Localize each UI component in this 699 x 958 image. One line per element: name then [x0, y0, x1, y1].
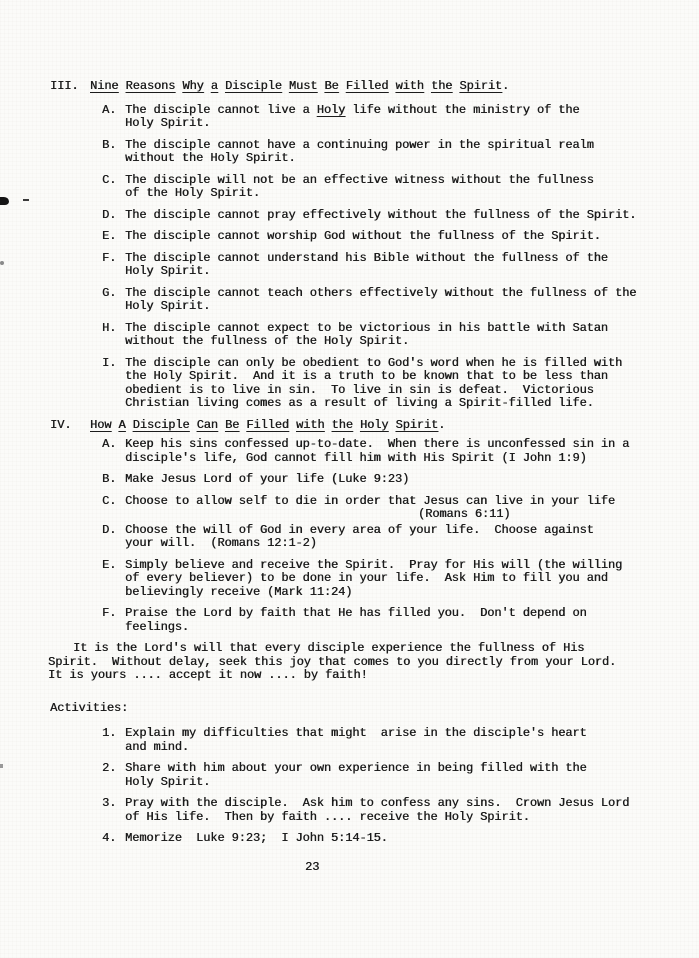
item-text: [125, 559, 699, 600]
section-nine-reasons: [50, 80, 699, 411]
item-text: [125, 495, 699, 522]
item-label: C.: [102, 172, 117, 187]
list-item: [102, 438, 699, 465]
list-item: [102, 832, 699, 846]
item-label: 1.: [102, 726, 117, 740]
text-line: Share with him about your own experience in being filled with the: [125, 761, 587, 775]
list-item: [102, 287, 699, 314]
item-label: I.: [102, 355, 117, 370]
text-line: of every believer) to be done in your life. Ask Him to fill you and: [125, 571, 608, 585]
text-line: (Romans 6:11): [418, 507, 511, 521]
text-line: The disciple cannot worship God without the fullness of the Spirit.: [125, 229, 601, 243]
text-line: Holy Spirit.: [125, 299, 211, 313]
list-item: [102, 209, 699, 223]
text-line: and mind.: [125, 739, 189, 754]
text-line: Praise the Lord by faith that He has filled you. Don't depend on: [125, 606, 587, 620]
text-line: Simply believe and receive the Spirit. Pray for His will (the willing: [125, 557, 623, 572]
list-item: [102, 473, 699, 487]
list-item: [102, 139, 699, 166]
text-line: obedient is to live in sin. To live in sin is defeat. Victorious: [125, 382, 594, 397]
text-line: It is the Lord's will that every disciple experience the fullness of His: [73, 641, 585, 655]
item-text: [125, 252, 699, 279]
text-line: The disciple cannot live a Holy life without the ministry of the: [125, 102, 580, 117]
activities-heading: Activities:: [50, 700, 129, 715]
list-item: [102, 174, 699, 201]
list-item: [102, 524, 699, 551]
section-heading: [50, 419, 699, 433]
item-label: B.: [102, 472, 117, 486]
text-line: of His life. Then by faith .... receive the Holy Spirit.: [125, 809, 530, 824]
text-line: Keep his sins confessed up-to-date. When there is unconfessed sin in a: [125, 437, 630, 451]
item-text: [125, 473, 699, 487]
item-label: F.: [102, 606, 117, 620]
text-line: Holy Spirit.: [125, 774, 211, 789]
item-label: 2.: [102, 761, 117, 775]
text-line: Spirit. Without delay, seek this joy that comes to you directly from your Lord.: [48, 654, 617, 669]
item-label: G.: [102, 285, 117, 300]
section-numeral: III.: [50, 79, 79, 93]
item-text: [125, 832, 699, 846]
item-label: A.: [102, 102, 117, 117]
item-label: H.: [102, 320, 117, 335]
section-heading: [50, 80, 699, 94]
item-text: [125, 104, 699, 131]
item-text: [125, 209, 699, 223]
text-line: The disciple cannot pray effectively without the fullness of the Spirit.: [125, 207, 637, 222]
item-label: 4.: [102, 831, 117, 845]
section-items: [50, 104, 699, 411]
list-item: [102, 230, 699, 244]
item-text: [125, 322, 699, 349]
text-line: Make Jesus Lord of your life (Luke 9:23): [125, 472, 410, 486]
list-item: [102, 607, 699, 634]
list-item: [102, 797, 699, 824]
page-number: 23: [305, 859, 320, 874]
text-line: Choose the will of God in every area of your life. Choose against: [125, 522, 594, 537]
text-line: Pray with the disciple. Ask him to confess any sins. Crown Jesus Lord: [125, 796, 630, 810]
item-label: E.: [102, 557, 117, 572]
item-text: [125, 727, 699, 754]
text-line: without the fullness of the Holy Spirit.: [125, 334, 410, 348]
text-line: Holy Spirit.: [125, 264, 211, 278]
item-text: [125, 797, 699, 824]
item-text: [125, 607, 699, 634]
text-line: The disciple can only be obedient to God's word when he is filled with: [125, 355, 623, 370]
section-items: [50, 438, 699, 634]
list-item: [102, 322, 699, 349]
list-item: [102, 252, 699, 279]
item-text: [125, 438, 699, 465]
text-line: The disciple cannot have a continuing power in the spiritual realm: [125, 137, 594, 152]
text-line: without the Holy Spirit.: [125, 151, 296, 165]
list-item: [102, 762, 699, 789]
item-label: C.: [102, 493, 117, 508]
scan-artifact: [0, 764, 3, 768]
text-line: believingly receive (Mark 11:24): [125, 584, 353, 599]
section-title: Nine Reasons Why a Disciple Must Be Filled with the Spirit.: [90, 79, 510, 93]
item-label: F.: [102, 250, 117, 265]
text-line: It is yours .... accept it now .... by faith!: [48, 668, 368, 682]
text-line: The disciple cannot teach others effectively without the fullness of the: [125, 285, 637, 300]
activities-items: [50, 727, 699, 846]
text-line: Memorize Luke 9:23; I John 5:14-15.: [125, 831, 388, 845]
section-title: How A Disciple Can Be Filled with the Holy Spirit.: [90, 417, 446, 432]
item-label: 3.: [102, 796, 117, 810]
scan-artifact: [0, 261, 4, 265]
text-line: Choose to allow self to die in order that Jesus can live in your life: [125, 493, 615, 508]
item-text: [125, 139, 699, 166]
section-numeral: IV.: [50, 417, 72, 432]
item-label: A.: [102, 437, 117, 451]
closing-paragraph: [48, 642, 699, 683]
section-how-filled: [50, 419, 699, 635]
item-text: [125, 524, 699, 551]
list-item: [102, 495, 699, 522]
item-label: B.: [102, 137, 117, 152]
text-line: The disciple will not be an effective witness without the fullness: [125, 172, 594, 187]
text-line: of the Holy Spirit.: [125, 186, 260, 200]
scan-artifact: [0, 197, 9, 205]
text-line: the Holy Spirit. And it is a truth to be known that to be less than: [125, 369, 608, 383]
item-label: D.: [102, 522, 117, 537]
text-line: your will. (Romans 12:1-2): [125, 536, 317, 550]
text-line: The disciple cannot understand his Bible without the fullness of the: [125, 250, 608, 265]
list-item: [102, 727, 699, 754]
item-text: [125, 357, 699, 411]
list-item: [102, 559, 699, 600]
item-text: [125, 762, 699, 789]
list-item: [102, 357, 699, 411]
item-label: E.: [102, 229, 117, 243]
item-text: [125, 230, 699, 244]
text-line: disciple's life, God cannot fill him with His Spirit (I John 1:9): [125, 450, 587, 465]
text-line: Christian living comes as a result of living a Spirit-filled life.: [125, 396, 594, 410]
scan-artifact: [23, 199, 29, 201]
item-text: [125, 174, 699, 201]
text-line: Holy Spirit.: [125, 116, 211, 130]
text-line: Explain my difficulties that might arise in the disciple's heart: [125, 726, 587, 740]
text-line: The disciple cannot expect to be victorious in his battle with Satan: [125, 320, 608, 335]
text-line: feelings.: [125, 619, 189, 634]
item-text: [125, 287, 699, 314]
item-label: D.: [102, 207, 117, 222]
list-item: [102, 104, 699, 131]
